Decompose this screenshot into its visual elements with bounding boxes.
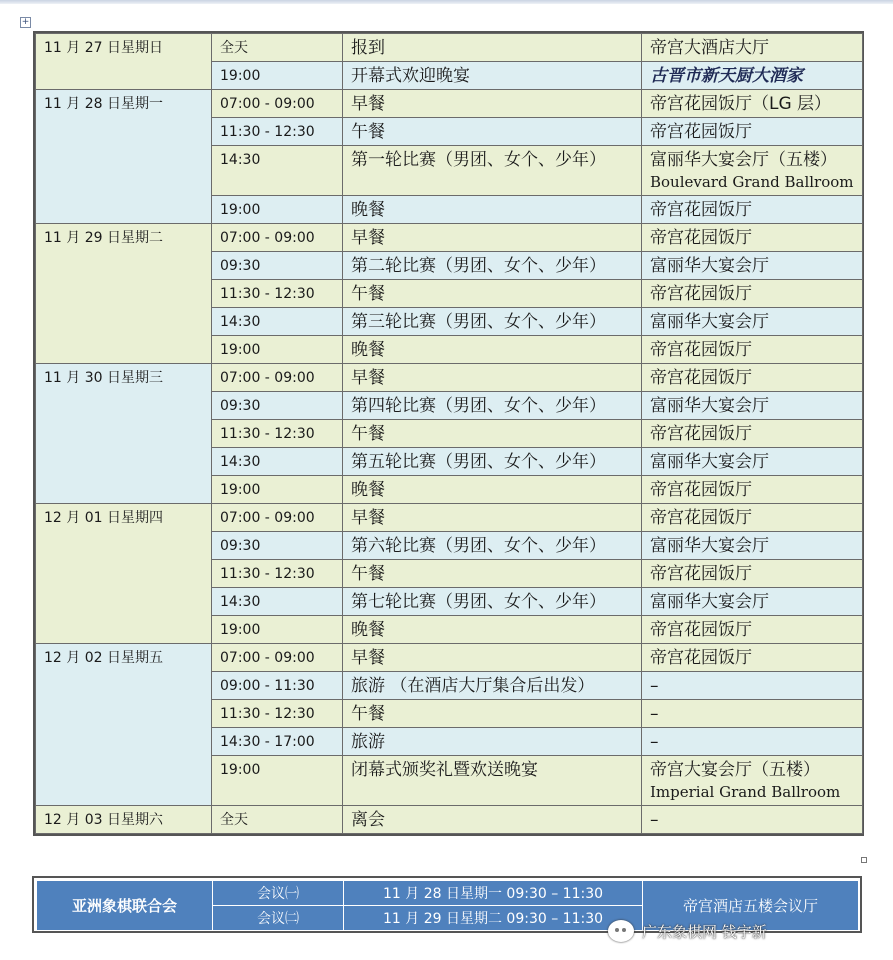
schedule-row (36, 644, 863, 672)
venue-name: 帝宫花园饭厅 (650, 620, 752, 640)
meeting-time: 11 月 28 日星期一 09:30 – 11:30 (344, 881, 643, 906)
time-cell: 14:30 (212, 448, 343, 476)
event-cell: 午餐 (343, 118, 642, 146)
time-cell: 14:30 (212, 146, 343, 196)
venue-cell (642, 420, 863, 448)
venue-cell (642, 224, 863, 252)
venue-name: 富丽华大宴会厅 (650, 396, 769, 416)
event-cell: 第二轮比赛（男团、女个、少年） (343, 252, 642, 280)
venue-name: 富丽华大宴会厅 (650, 452, 769, 472)
time-cell: 07:00 - 09:00 (212, 224, 343, 252)
venue-cell (642, 532, 863, 560)
date-cell: 11 月 29 日星期二 (36, 224, 212, 364)
event-cell: 第六轮比赛（男团、女个、少年） (343, 532, 642, 560)
event-cell: 旅游 （在酒店大厅集合后出发） (343, 672, 642, 700)
venue-cell (642, 560, 863, 588)
time-cell: 07:00 - 09:00 (212, 644, 343, 672)
event-cell: 午餐 (343, 280, 642, 308)
venue-cell (642, 34, 863, 62)
venue-name: 帝宫花园饭厅 (650, 508, 752, 528)
venue-name: 帝宫花园饭厅 (650, 424, 752, 444)
venue-name-en: Boulevard Grand Ballroom (650, 173, 854, 191)
venue-name: 帝宫大宴会厅（五楼） (650, 760, 820, 780)
event-cell: 早餐 (343, 364, 642, 392)
venue-name: 富丽华大宴会厅 (650, 256, 769, 276)
venue-cell (642, 146, 863, 196)
venue-name: 帝宫花园饭厅 (650, 564, 752, 584)
venue-cell (642, 196, 863, 224)
venue-name: 帝宫花园饭厅 (650, 122, 752, 142)
event-cell: 午餐 (343, 700, 642, 728)
event-cell: 报到 (343, 34, 642, 62)
time-cell: 09:30 (212, 392, 343, 420)
venue-cell (642, 308, 863, 336)
schedule-row (36, 504, 863, 532)
venue-name: 帝宫花园饭厅 (650, 228, 752, 248)
event-cell: 早餐 (343, 224, 642, 252)
event-cell: 晚餐 (343, 476, 642, 504)
wechat-icon (608, 920, 634, 942)
venue-cell (642, 280, 863, 308)
venue-name: – (650, 732, 659, 752)
venue-cell (642, 118, 863, 146)
venue-name: 帝宫大酒店大厅 (650, 38, 769, 58)
event-cell: 晚餐 (343, 196, 642, 224)
time-cell: 07:00 - 09:00 (212, 504, 343, 532)
venue-cell (642, 672, 863, 700)
meeting-name: 会议㈡ (213, 906, 344, 931)
time-cell: 19:00 (212, 62, 343, 90)
event-cell: 早餐 (343, 504, 642, 532)
venue-cell (642, 728, 863, 756)
time-cell: 09:30 (212, 532, 343, 560)
schedule-table (35, 33, 863, 834)
time-cell: 07:00 - 09:00 (212, 90, 343, 118)
top-frame-bar (0, 0, 893, 4)
venue-cell (642, 504, 863, 532)
time-cell: 09:00 - 11:30 (212, 672, 343, 700)
time-cell: 19:00 (212, 196, 343, 224)
venue-cell (642, 806, 863, 834)
watermark-text: 广东象棋网 钱宇新 (642, 922, 767, 941)
event-cell: 早餐 (343, 90, 642, 118)
venue-name: 富丽华大宴会厅（五楼） (650, 150, 837, 170)
event-cell: 第四轮比赛（男团、女个、少年） (343, 392, 642, 420)
time-cell: 07:00 - 09:00 (212, 364, 343, 392)
venue-name: 古晋市新天厨大酒家 (650, 66, 803, 86)
venue-name: 富丽华大宴会厅 (650, 312, 769, 332)
time-cell: 19:00 (212, 336, 343, 364)
venue-cell (642, 448, 863, 476)
schedule-row (36, 364, 863, 392)
time-cell: 09:30 (212, 252, 343, 280)
meeting-name: 会议㈠ (213, 881, 344, 906)
event-cell: 早餐 (343, 644, 642, 672)
venue-cell (642, 588, 863, 616)
date-cell: 12 月 02 日星期五 (36, 644, 212, 806)
time-cell: 11:30 - 12:30 (212, 280, 343, 308)
event-cell: 离会 (343, 806, 642, 834)
time-cell: 19:00 (212, 616, 343, 644)
venue-cell (642, 336, 863, 364)
schedule-row (36, 34, 863, 62)
event-cell: 晚餐 (343, 616, 642, 644)
event-cell: 第一轮比赛（男团、女个、少年） (343, 146, 642, 196)
event-cell: 晚餐 (343, 336, 642, 364)
meeting-venue: 帝宫酒店五楼会议厅 (643, 881, 859, 931)
schedule-table-frame (33, 31, 864, 836)
venue-name: – (650, 810, 659, 830)
venue-name: 帝宫花园饭厅 (650, 368, 752, 388)
time-cell: 全天 (212, 34, 343, 62)
time-cell: 14:30 (212, 588, 343, 616)
date-cell: 11 月 30 日星期三 (36, 364, 212, 504)
venue-name: – (650, 704, 659, 724)
date-cell: 12 月 03 日星期六 (36, 806, 212, 834)
time-cell: 14:30 - 17:00 (212, 728, 343, 756)
venue-cell (642, 62, 863, 90)
venue-cell (642, 700, 863, 728)
venue-cell (642, 644, 863, 672)
event-cell: 第五轮比赛（男团、女个、少年） (343, 448, 642, 476)
time-cell: 11:30 - 12:30 (212, 700, 343, 728)
time-cell: 14:30 (212, 308, 343, 336)
venue-cell (642, 364, 863, 392)
venue-name: 帝宫花园饭厅 (650, 340, 752, 360)
venue-name: 帝宫花园饭厅 (650, 480, 752, 500)
event-cell: 闭幕式颁奖礼暨欢送晚宴 (343, 756, 642, 806)
time-cell: 全天 (212, 806, 343, 834)
meeting-time: 11 月 29 日星期二 09:30 – 11:30 (344, 906, 643, 931)
venue-cell (642, 252, 863, 280)
venue-cell (642, 392, 863, 420)
venue-name: 帝宫花园饭厅 (650, 284, 752, 304)
table-resize-handle[interactable] (861, 857, 867, 863)
meeting-row (37, 881, 859, 906)
date-cell: 11 月 28 日星期一 (36, 90, 212, 224)
event-cell: 旅游 (343, 728, 642, 756)
venue-name: 富丽华大宴会厅 (650, 592, 769, 612)
time-cell: 19:00 (212, 476, 343, 504)
event-cell: 第七轮比赛（男团、女个、少年） (343, 588, 642, 616)
meeting-organizer: 亚洲象棋联合会 (37, 881, 213, 931)
event-cell: 第三轮比赛（男团、女个、少年） (343, 308, 642, 336)
watermark (608, 918, 767, 944)
venue-name: 帝宫花园饭厅 (650, 648, 752, 668)
event-cell: 午餐 (343, 560, 642, 588)
venue-name: 帝宫花园饭厅 (650, 200, 752, 220)
venue-name: 富丽华大宴会厅 (650, 536, 769, 556)
venue-cell (642, 756, 863, 806)
table-move-handle-icon[interactable]: + (21, 17, 30, 27)
schedule-row (36, 224, 863, 252)
time-cell: 11:30 - 12:30 (212, 560, 343, 588)
date-cell: 11 月 27 日星期日 (36, 34, 212, 90)
time-cell: 11:30 - 12:30 (212, 118, 343, 146)
venue-cell (642, 616, 863, 644)
venue-cell (642, 90, 863, 118)
event-cell: 开幕式欢迎晚宴 (343, 62, 642, 90)
event-cell: 午餐 (343, 420, 642, 448)
venue-name-en: Imperial Grand Ballroom (650, 783, 841, 801)
schedule-row (36, 806, 863, 834)
venue-name: 帝宫花园饭厅（LG 层） (650, 94, 832, 114)
schedule-row (36, 90, 863, 118)
date-cell: 12 月 01 日星期四 (36, 504, 212, 644)
venue-cell (642, 476, 863, 504)
venue-name: – (650, 676, 659, 696)
time-cell: 19:00 (212, 756, 343, 806)
time-cell: 11:30 - 12:30 (212, 420, 343, 448)
